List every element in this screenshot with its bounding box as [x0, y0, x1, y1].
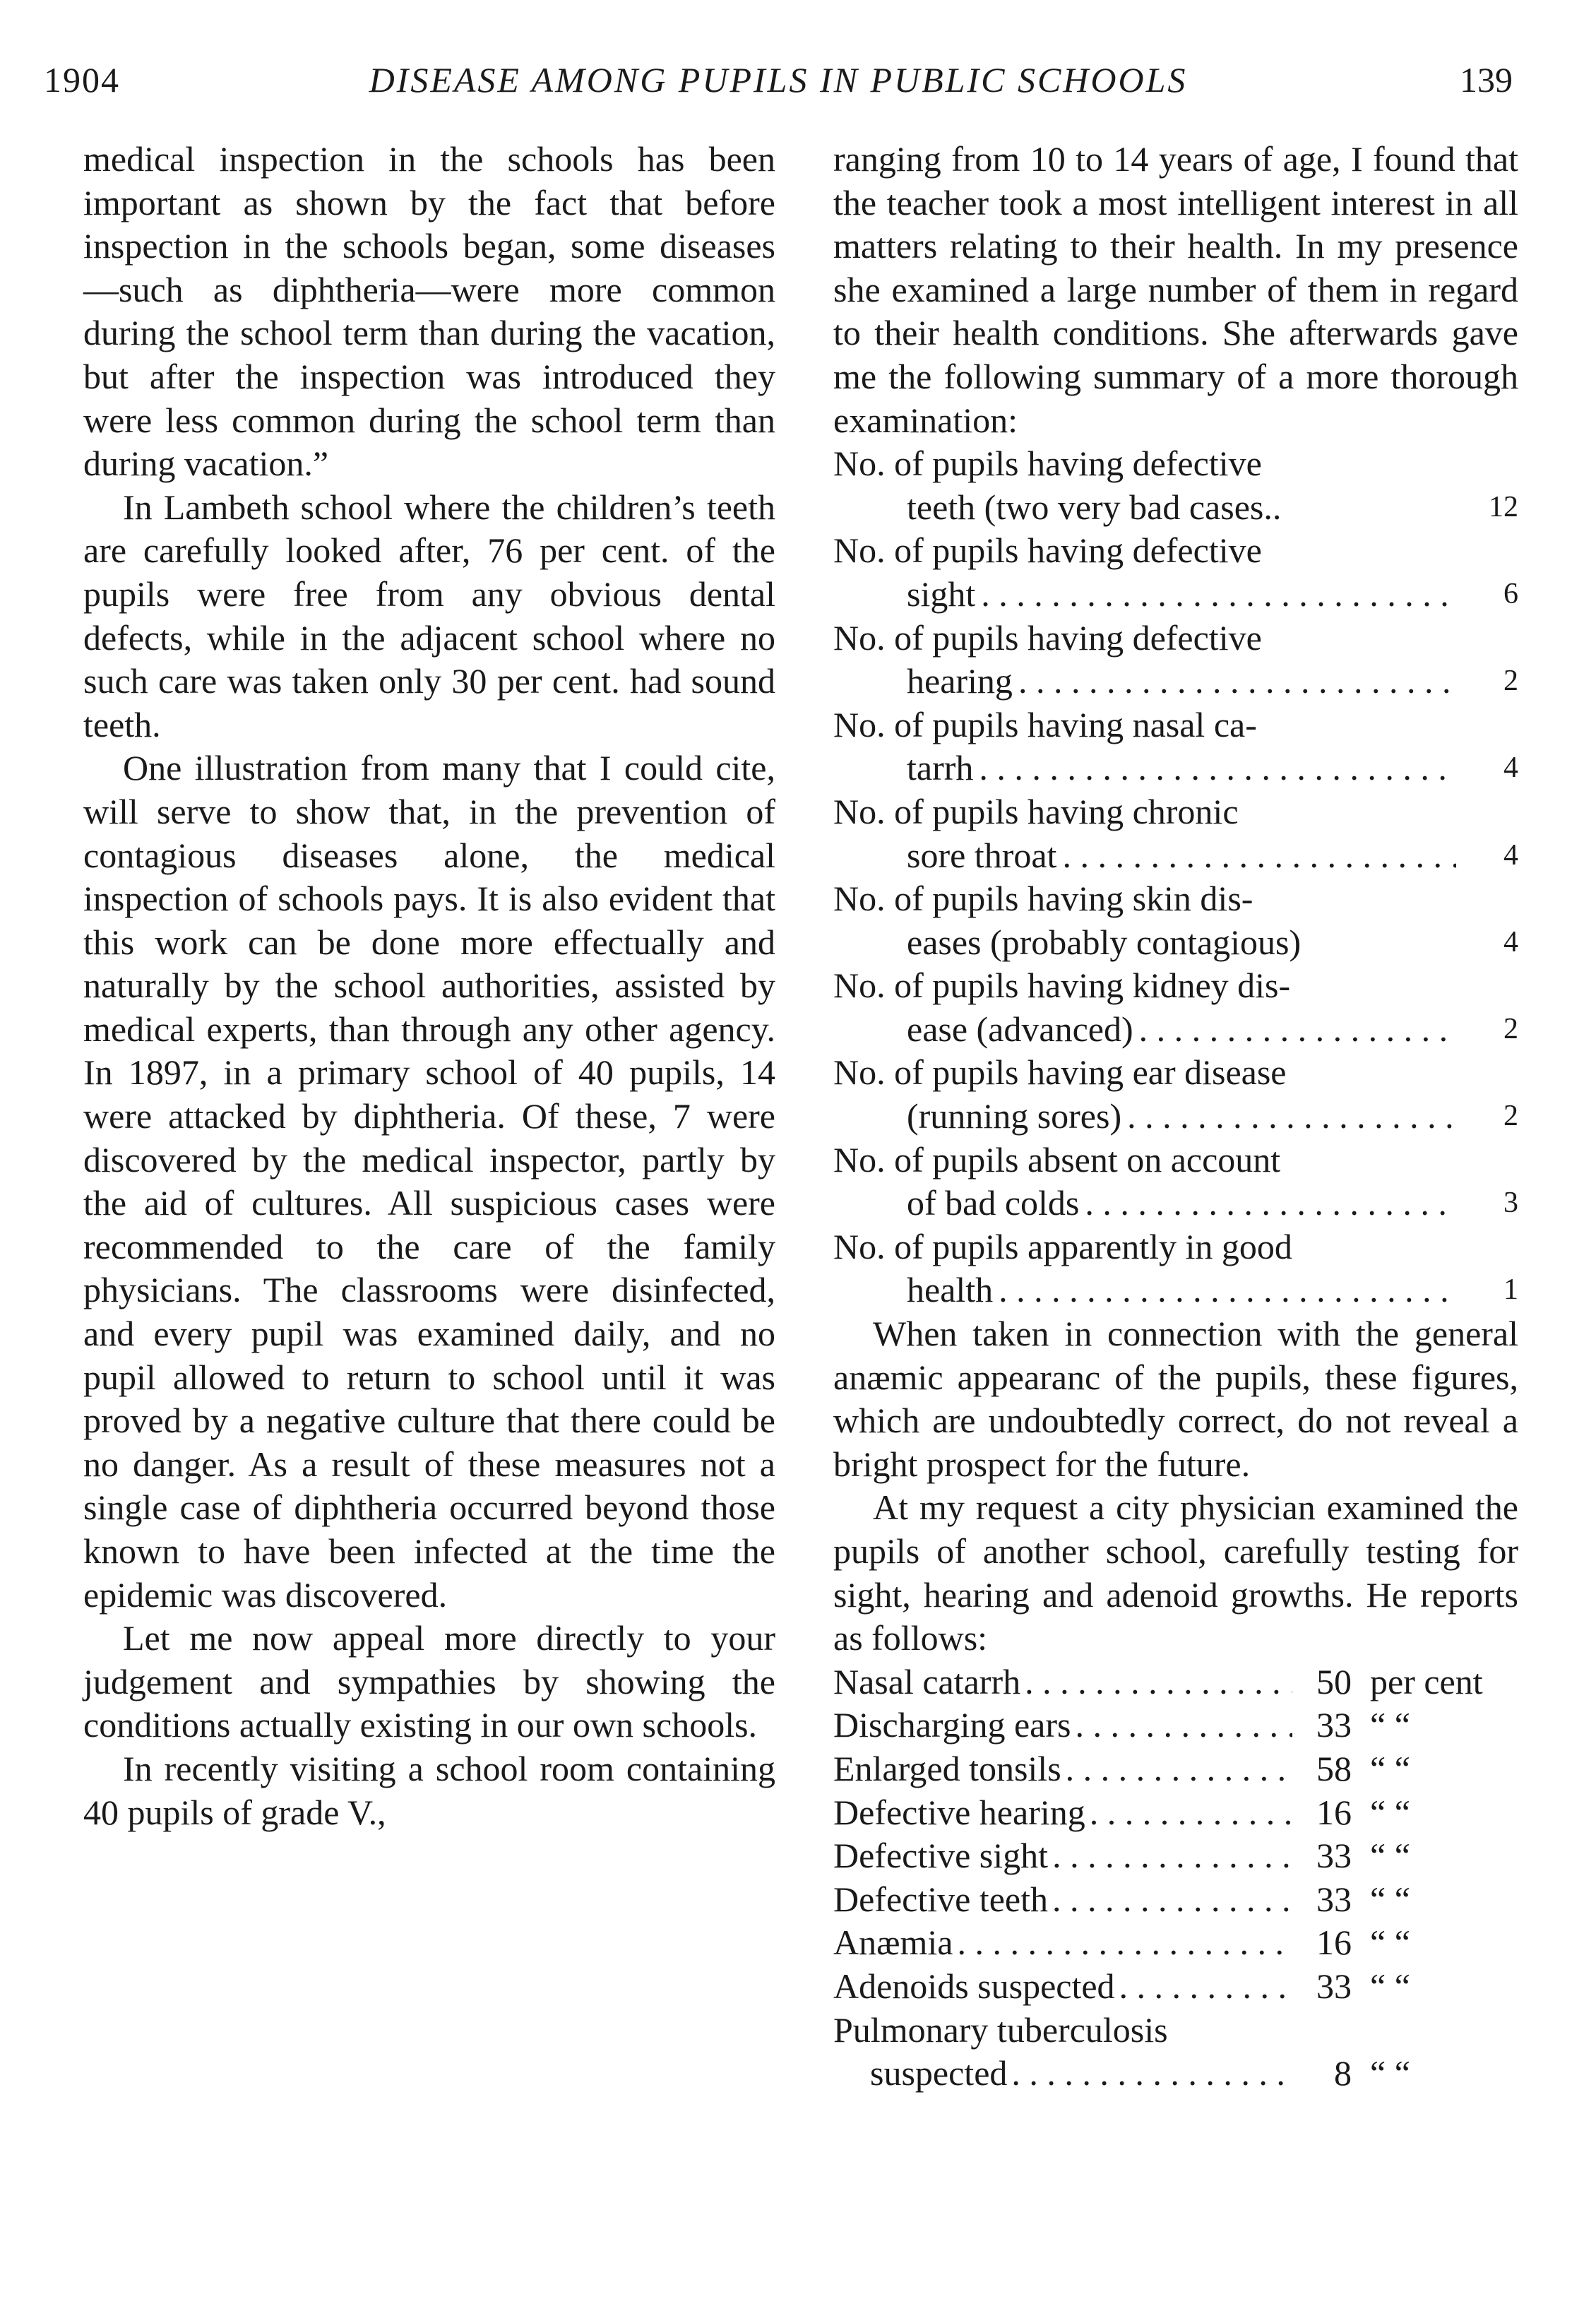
- percentage-unit: per cent: [1370, 1661, 1483, 1701]
- percentage-unit: “ “: [1370, 1966, 1410, 2006]
- percentage-value: 58: [1316, 1748, 1352, 1788]
- entry-line: sore throat: [907, 835, 1057, 875]
- entry-line: No. of pupils absent on account: [833, 1139, 1281, 1180]
- page-number: 139: [1460, 60, 1513, 100]
- entry-count: 4: [1503, 751, 1518, 785]
- entry-count: 4: [1503, 838, 1518, 872]
- entry-line: (running sores): [907, 1096, 1122, 1136]
- entry-line: No. of pupils having skin dis-: [833, 879, 1253, 919]
- percentage-value: 33: [1316, 1836, 1352, 1876]
- paragraph: In Lambeth school where the children’s teeth are carefully looked after, 76 per cent. of the pupils were free from any obvious dental defects, while in the adjacent school where no such care was taken only 30 per cent. had sound teeth.: [83, 487, 775, 744]
- percentage-row: [833, 1660, 1518, 1704]
- entry-count: 6: [1503, 577, 1518, 610]
- condition-label: Pulmonary tuberculosis: [833, 2009, 1168, 2050]
- summary-entry: [833, 1051, 1518, 1138]
- entry-line: No. of pupils having kidney dis-: [833, 966, 1291, 1006]
- entry-line: eases (probably contagious): [907, 922, 1302, 962]
- percentage-unit: “ “: [1370, 1923, 1410, 1963]
- entry-line: sight: [907, 574, 976, 614]
- summary-entry: [833, 442, 1518, 529]
- percentage-value: 8: [1334, 2053, 1352, 2093]
- percentage-row: [833, 2009, 1518, 2052]
- paragraph: medical inspection in the schools has been important as shown by the fact that before inspection in the schools began, some diseases—such as diphtheria—were more common during the school term than during the vacation, but after the inspection was introduced they were less common during the school term than during vacation.”: [83, 139, 775, 484]
- condition-label: Anæmia: [833, 1923, 953, 1963]
- running-title: DISEASE AMONG PUPILS IN PUBLIC SCHOOLS: [369, 60, 1188, 100]
- summary-entry: [833, 1139, 1518, 1225]
- entry-line: health: [907, 1270, 994, 1310]
- right-column: [833, 138, 1518, 2096]
- entry-line: No. of pupils having chronic: [833, 791, 1239, 831]
- percentage-value: 33: [1316, 1966, 1352, 2006]
- percentage-unit: “ “: [1370, 1705, 1410, 1745]
- percentage-value: 33: [1316, 1879, 1352, 1919]
- percentage-value: 50: [1316, 1661, 1352, 1701]
- entry-count: 4: [1503, 925, 1518, 958]
- entry-line: tarrh: [907, 748, 974, 788]
- summary-list: [833, 442, 1518, 1312]
- entry-count: 2: [1503, 665, 1518, 698]
- condition-label: Discharging ears: [833, 1705, 1071, 1745]
- summary-entry: [833, 790, 1518, 877]
- percentage-unit: “ “: [1370, 1792, 1410, 1832]
- percentage-value: 33: [1316, 1705, 1352, 1745]
- percentage-row: [833, 1834, 1518, 1878]
- condition-label: Enlarged tonsils: [833, 1748, 1061, 1788]
- percentage-value: 16: [1316, 1792, 1352, 1832]
- paragraph: When taken in connection with the general anæmic appearanc of the pupils, these figures, which are undoubtedly correct, do not reveal a bright prospect for the future.: [833, 1314, 1518, 1484]
- entry-line: No. of pupils having defective: [833, 444, 1262, 484]
- percentage-row: [833, 1791, 1518, 1835]
- entry-count: 2: [1503, 1100, 1518, 1133]
- percentage-row: [833, 1704, 1518, 1747]
- summary-entry: [833, 1225, 1518, 1312]
- percentage-row: [833, 2052, 1518, 2096]
- condition-label: Defective teeth: [833, 1879, 1048, 1919]
- summary-entry: [833, 877, 1518, 964]
- left-column: [83, 138, 775, 1834]
- condition-label: Defective sight: [833, 1836, 1049, 1876]
- entry-line: No. of pupils having ear disease: [833, 1052, 1287, 1093]
- entry-count: 2: [1503, 1012, 1518, 1045]
- entry-count: 12: [1489, 490, 1518, 523]
- entry-line: No. of pupils having defective: [833, 617, 1262, 658]
- percentage-row: [833, 1878, 1518, 1922]
- entry-line: of bad colds: [907, 1183, 1080, 1223]
- paragraph: ranging from 10 to 14 years of age, I found that the teacher took a most intelligent interest in all matters relating to their health. In my presence she examined a large number of them in regard to their health conditions. She afterwards gave me the following summary of a more thorough examination:: [833, 139, 1518, 440]
- paragraph: At my request a city physician examined the pupils of another school, carefully testing for sight, hearing and adenoid growths. He reports as follows:: [833, 1487, 1518, 1658]
- percentage-row: [833, 1921, 1518, 1965]
- percentage-unit: “ “: [1370, 1879, 1410, 1919]
- entry-line: No. of pupils having defective: [833, 530, 1262, 571]
- summary-entry: [833, 529, 1518, 616]
- percentage-row: [833, 1965, 1518, 2009]
- header-year: 1904: [44, 60, 120, 100]
- entry-line: hearing: [907, 661, 1013, 701]
- paragraph: Let me now appeal more directly to your judgement and sympathies by showing the conditions actually existing in our own schools.: [83, 1618, 775, 1745]
- entry-count: 1: [1503, 1273, 1518, 1307]
- entry-line: teeth (two very bad cases..: [907, 487, 1282, 527]
- entry-count: 3: [1503, 1187, 1518, 1220]
- condition-label: suspected: [870, 2053, 1008, 2093]
- percentage-unit: “ “: [1370, 1836, 1410, 1876]
- paragraph: In recently visiting a school room containing 40 pupils of grade V.,: [83, 1748, 775, 1832]
- percentage-unit: “ “: [1370, 2053, 1410, 2093]
- condition-label: Adenoids suspected: [833, 1966, 1115, 2006]
- summary-entry: [833, 703, 1518, 790]
- page-header: [44, 55, 1513, 105]
- summary-entry: [833, 617, 1518, 703]
- entry-line: No. of pupils apparently in good: [833, 1226, 1292, 1266]
- percentage-value: 16: [1316, 1923, 1352, 1963]
- percentage-list: [833, 1660, 1518, 2096]
- paragraph: One illustration from many that I could cite, will serve to show that, in the prevention of contagious diseases alone, the medical inspection of schools pays. It is also evident that this work can be done more effectually and naturally by the school authorities, assisted by medical experts, than through any other agency. In 1897, in a primary school of 40 pupils, 14 were attacked by diphtheria. Of these, 7 were discovered by the medical inspector, partly by the aid of cultures. All suspicious cases were recommended to the care of the family physicians. The classrooms were disinfected, and every pupil was examined daily, and no pupil allowed to return to school until it was proved by a negative culture that there could be no danger. As a result of these measures not a single case of diphtheria occurred beyond those known to have been infected at the time the epidemic was discovered.: [83, 748, 775, 1615]
- summary-entry: [833, 964, 1518, 1051]
- condition-label: Nasal catarrh: [833, 1661, 1021, 1701]
- entry-line: ease (advanced): [907, 1009, 1133, 1049]
- percentage-unit: “ “: [1370, 1748, 1410, 1788]
- percentage-row: [833, 1747, 1518, 1791]
- condition-label: Defective hearing: [833, 1792, 1085, 1832]
- entry-line: No. of pupils having nasal ca-: [833, 704, 1257, 744]
